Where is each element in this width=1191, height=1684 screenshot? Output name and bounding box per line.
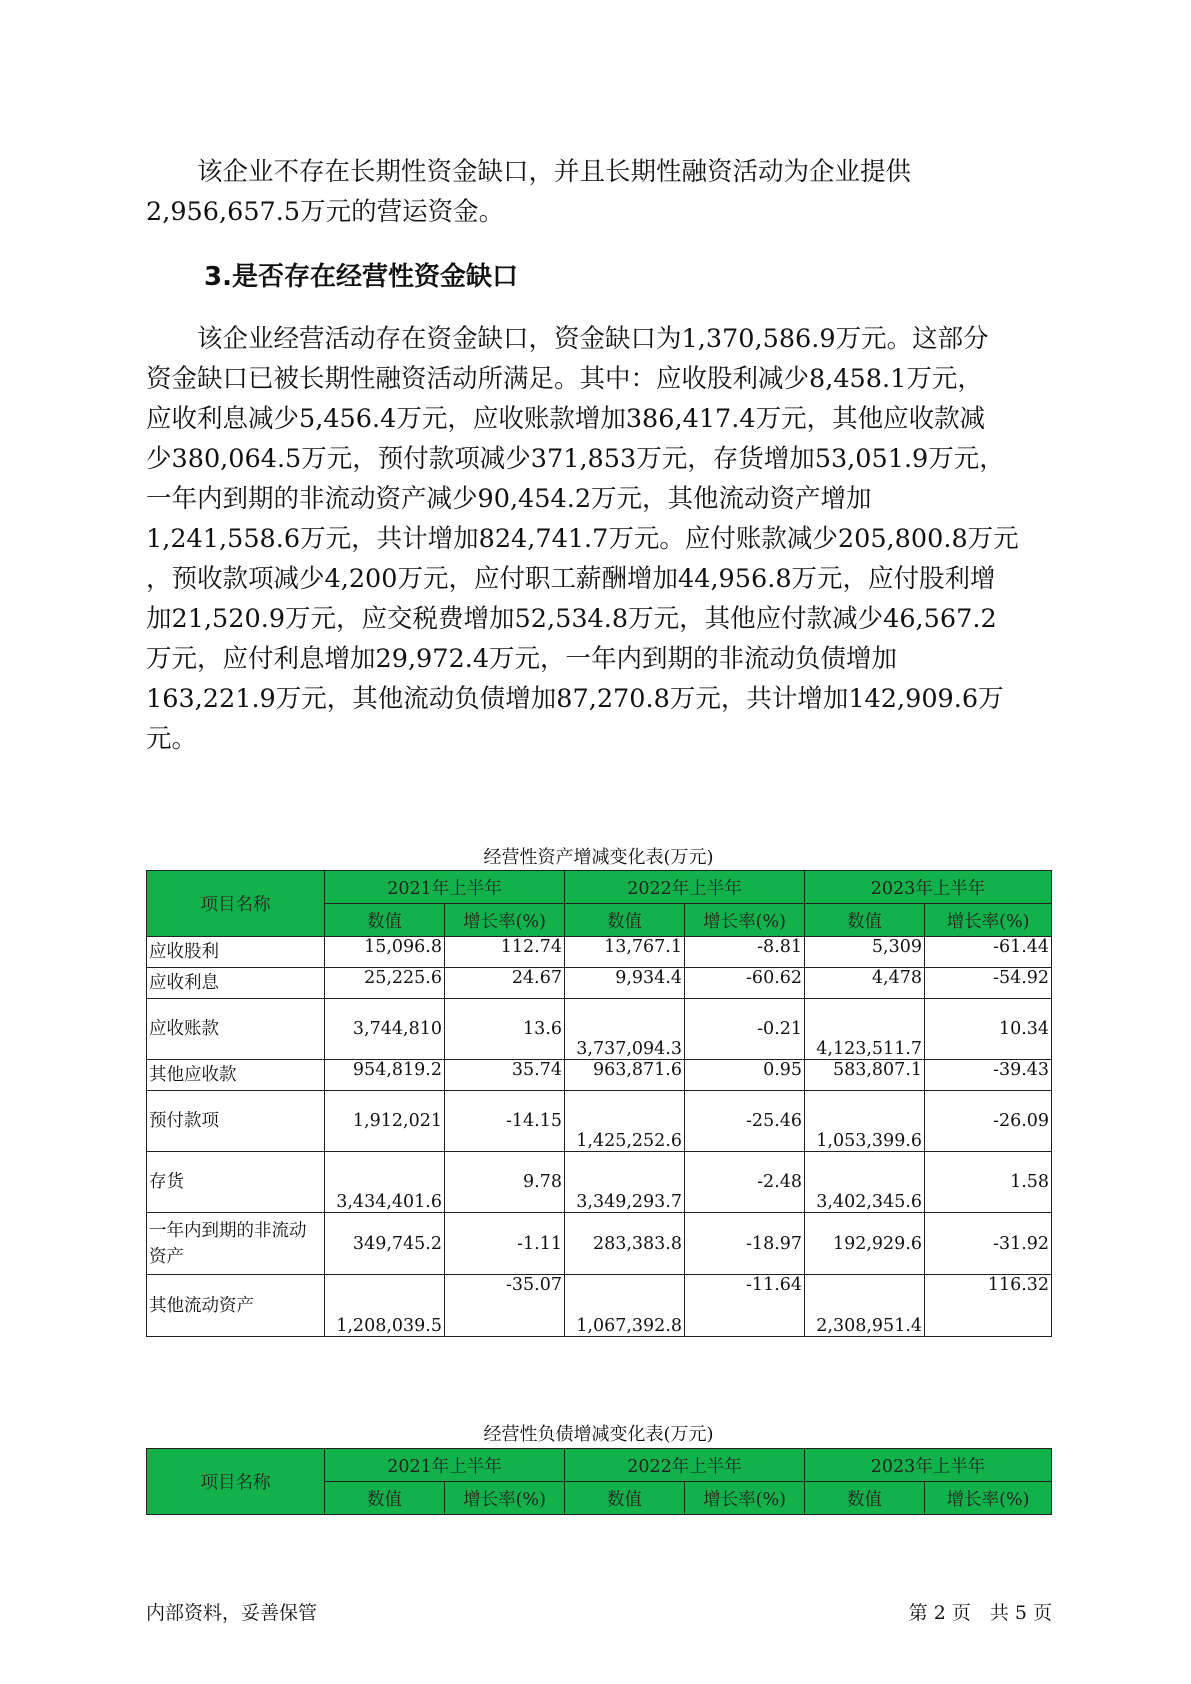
cell-value: 2,308,951.4 <box>805 1275 925 1337</box>
cell-value: 3,402,345.6 <box>805 1152 925 1213</box>
row-item-name: 其他应收款 <box>147 1060 325 1091</box>
table-row <box>147 999 1052 1060</box>
cell-growth-rate: 24.67 <box>445 968 565 999</box>
table-row <box>147 968 1052 999</box>
header-period-2021: 2021年上半年 <box>325 871 565 904</box>
table-row <box>147 1213 1052 1275</box>
text-line: 应收利息减少5,456.4万元，应收账款增加386,417.4万元，其他应收款减 <box>146 404 986 434</box>
cell-growth-rate: -61.44 <box>925 937 1052 968</box>
cell-growth-rate: 13.6 <box>445 999 565 1060</box>
cell-value: 1,912,021 <box>325 1091 445 1152</box>
text-line: ，预收款项减少4,200万元，应付职工薪酬增加44,956.8万元，应付股利增 <box>146 564 996 594</box>
header-item-name: 项目名称 <box>147 1449 325 1515</box>
header-period-2022: 2022年上半年 <box>565 1449 805 1482</box>
header-period-2022: 2022年上半年 <box>565 871 805 904</box>
cell-value: 4,478 <box>805 968 925 999</box>
paragraph-operating-gap <box>146 319 1051 759</box>
header-value: 数值 <box>325 1482 445 1515</box>
header-rate: 增长率(%) <box>445 904 565 937</box>
table-row <box>147 937 1052 968</box>
cell-growth-rate: -14.15 <box>445 1091 565 1152</box>
operating-liabilities-table <box>146 1448 1052 1515</box>
text-line: 该企业经营活动存在资金缺口，资金缺口为1,370,586.9万元。这部分 <box>146 324 989 354</box>
cell-value: 583,807.1 <box>805 1060 925 1091</box>
cell-value: 1,067,392.8 <box>565 1275 685 1337</box>
cell-growth-rate: -2.48 <box>685 1152 805 1213</box>
row-item-name: 其他流动资产 <box>147 1275 325 1337</box>
table2-caption: 经营性负债增减变化表(万元) <box>483 1424 714 1445</box>
section-heading: 3.是否存在经营性资金缺口 <box>204 262 518 292</box>
header-period-2023: 2023年上半年 <box>805 871 1052 904</box>
cell-value: 954,819.2 <box>325 1060 445 1091</box>
cell-value: 25,225.6 <box>325 968 445 999</box>
table-row <box>147 1275 1052 1337</box>
header-rate: 增长率(%) <box>925 1482 1052 1515</box>
cell-value: 4,123,511.7 <box>805 999 925 1060</box>
cell-value: 3,744,810 <box>325 999 445 1060</box>
cell-growth-rate: -11.64 <box>685 1275 805 1337</box>
cell-growth-rate: 116.32 <box>925 1275 1052 1337</box>
cell-growth-rate: -0.21 <box>685 999 805 1060</box>
cell-growth-rate: -1.11 <box>445 1213 565 1275</box>
row-item-name: 存货 <box>147 1152 325 1213</box>
cell-growth-rate: -8.81 <box>685 937 805 968</box>
header-rate: 增长率(%) <box>685 904 805 937</box>
row-item-name: 应收利息 <box>147 968 325 999</box>
text-line: 元。 <box>146 724 198 754</box>
cell-value: 3,737,094.3 <box>565 999 685 1060</box>
footer-confidential-note: 内部资料，妥善保管 <box>146 1602 318 1624</box>
operating-assets-table <box>146 870 1052 1337</box>
cell-growth-rate: -39.43 <box>925 1060 1052 1091</box>
cell-growth-rate: 0.95 <box>685 1060 805 1091</box>
header-period-2023: 2023年上半年 <box>805 1449 1052 1482</box>
cell-value: 349,745.2 <box>325 1213 445 1275</box>
cell-growth-rate: 9.78 <box>445 1152 565 1213</box>
cell-growth-rate: -60.62 <box>685 968 805 999</box>
text-line: 一年内到期的非流动资产减少90,454.2万元，其他流动资产增加 <box>146 484 872 514</box>
table1-caption: 经营性资产增减变化表(万元) <box>483 847 714 868</box>
header-rate: 增长率(%) <box>685 1482 805 1515</box>
table-row <box>147 1060 1052 1091</box>
cell-growth-rate: -54.92 <box>925 968 1052 999</box>
cell-growth-rate: -35.07 <box>445 1275 565 1337</box>
row-item-name: 预付款项 <box>147 1091 325 1152</box>
cell-growth-rate: 112.74 <box>445 937 565 968</box>
row-item-name: 应收账款 <box>147 999 325 1060</box>
header-value: 数值 <box>565 904 685 937</box>
cell-growth-rate: 1.58 <box>925 1152 1052 1213</box>
cell-value: 283,383.8 <box>565 1213 685 1275</box>
cell-growth-rate: -25.46 <box>685 1091 805 1152</box>
text-line: 该企业不存在长期性资金缺口，并且长期性融资活动为企业提供 <box>146 157 912 187</box>
header-value: 数值 <box>325 904 445 937</box>
cell-growth-rate: 35.74 <box>445 1060 565 1091</box>
cell-value: 1,425,252.6 <box>565 1091 685 1152</box>
cell-value: 9,934.4 <box>565 968 685 999</box>
text-line: 万元，应付利息增加29,972.4万元，一年内到期的非流动负债增加 <box>146 644 898 674</box>
header-value: 数值 <box>805 1482 925 1515</box>
cell-value: 192,929.6 <box>805 1213 925 1275</box>
cell-growth-rate: -18.97 <box>685 1213 805 1275</box>
table-row <box>147 1091 1052 1152</box>
footer-page-number: 第 2 页 共 5 页 <box>908 1602 1052 1624</box>
text-line: 163,221.9万元，其他流动负债增加87,270.8万元，共计增加142,909.6万 <box>146 684 1004 714</box>
cell-value: 1,208,039.5 <box>325 1275 445 1337</box>
cell-growth-rate: -26.09 <box>925 1091 1052 1152</box>
text-line: 资金缺口已被长期性融资活动所满足。其中：应收股利减少8,458.1万元， <box>146 364 983 394</box>
header-value: 数值 <box>805 904 925 937</box>
header-item-name: 项目名称 <box>147 871 325 937</box>
table-row <box>147 1152 1052 1213</box>
header-rate: 增长率(%) <box>925 904 1052 937</box>
cell-growth-rate: 10.34 <box>925 999 1052 1060</box>
text-line: 1,241,558.6万元，共计增加824,741.7万元。应付账款减少205,800.8万元 <box>146 524 1019 554</box>
cell-value: 5,309 <box>805 937 925 968</box>
cell-value: 963,871.6 <box>565 1060 685 1091</box>
cell-value: 3,349,293.7 <box>565 1152 685 1213</box>
text-line: 2,956,657.5万元的营运资金。 <box>146 197 505 227</box>
text-line: 少380,064.5万元，预付款项减少371,853万元，存货增加53,051.9万元， <box>146 444 1005 474</box>
row-item-name: 一年内到期的非流动资产 <box>147 1213 325 1275</box>
cell-value: 13,767.1 <box>565 937 685 968</box>
row-item-name: 应收股利 <box>147 937 325 968</box>
header-period-2021: 2021年上半年 <box>325 1449 565 1482</box>
text-line: 加21,520.9万元，应交税费增加52,534.8万元，其他应付款减少46,567.2 <box>146 604 997 634</box>
header-rate: 增长率(%) <box>445 1482 565 1515</box>
cell-value: 15,096.8 <box>325 937 445 968</box>
paragraph-long-term-gap <box>146 152 1051 232</box>
cell-value: 1,053,399.6 <box>805 1091 925 1152</box>
header-value: 数值 <box>565 1482 685 1515</box>
cell-growth-rate: -31.92 <box>925 1213 1052 1275</box>
cell-value: 3,434,401.6 <box>325 1152 445 1213</box>
